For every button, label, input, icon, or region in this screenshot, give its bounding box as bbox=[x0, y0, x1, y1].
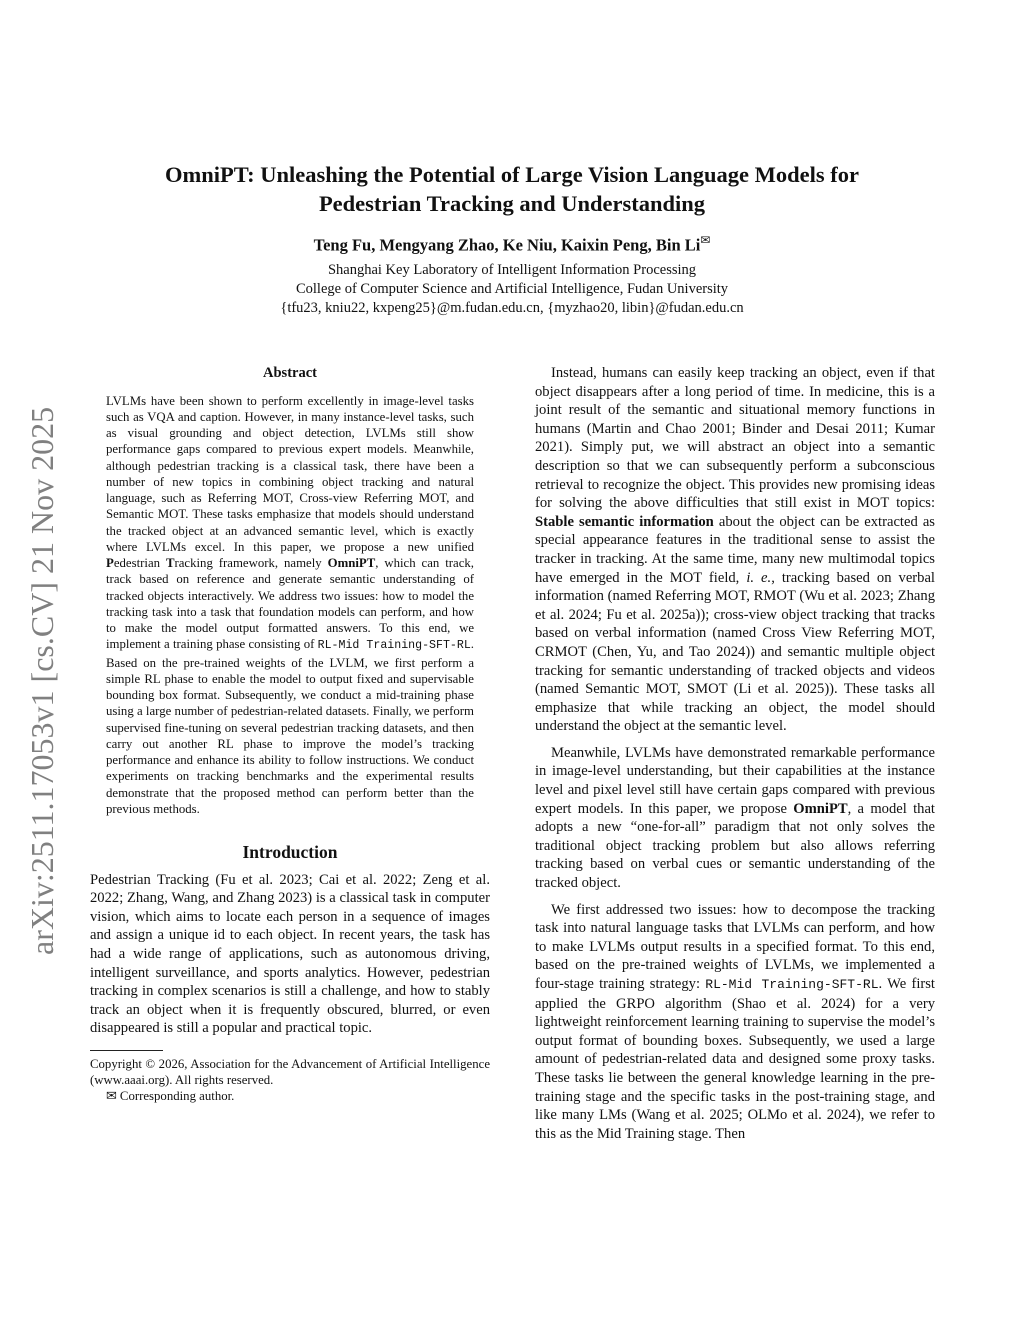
footnote-corresponding: ✉ Corresponding author. bbox=[106, 1089, 235, 1104]
title-line-1: OmniPT: Unleashing the Potential of Large Vision Language Models for bbox=[165, 162, 859, 187]
abstract-heading: Abstract bbox=[263, 365, 317, 381]
right-p3-text-b: . We first applied the GRPO algorithm (Shao et al. 2024) for a very lightweight reinforcement learning training to supervise the model’s output format of bounding boxes. Subsequently, we used a large amount of pedestrian-related data and designed some proxy tasks. These tasks lie between the general knowledge learning in the pre-training stage and the specific tasks in the post-training stage, and like many LMs (Wang et al. 2025; OLMo et al. 2024), we refer to this as the Mid Training stage. Then bbox=[535, 976, 935, 1142]
abstract-model-name: OmniPT bbox=[327, 556, 376, 571]
right-paragraph-3 bbox=[535, 901, 935, 1144]
right-paragraph-2 bbox=[535, 744, 935, 893]
abstract-text-5: . Based on the pre-trained weights of the LVLM, we first perform a simple RL phase to enable the model to output fixed and supervisable bounding box format. Subsequently, we conduct a mid-training phase using a large number of pedestrian-related datasets. Finally, we perform supervised fine-tuning on several pedestrian tracking datasets, and then carry out another RL phase to improve the model’s tracking performance and enhance its ability to follow instructions. We conduct experiments on tracking benchmarks and the experimental results demonstrate that the proposed method can perform better than the previous methods. bbox=[106, 637, 474, 816]
affiliation-lab: Shanghai Key Laboratory of Intelligent Information Processing bbox=[327, 262, 697, 278]
affiliation-college: College of Computer Science and Artificial Intelligence, Fudan University bbox=[295, 281, 729, 297]
abstract-text-1: LVLMs have been shown to perform excellently in image-level tasks such as VQA and caption. However, in many instance-level tasks, such as visual grounding and object detection, LVLMs still show performance gaps compared to previous expert models. Meanwhile, although pedestrian tracking is a classical task, there have been a number of new topics in combining object tracking and natural language, such as Referring MOT, Cross-view Referring MOT, and Semantic MOT. These tasks emphasize that models should understand the tracked object at an advanced semantic level, which is exactly where LVLMs excel. In this paper, we propose a new unified bbox=[106, 393, 474, 554]
introduction-heading: Introduction bbox=[242, 842, 338, 863]
authors-text: Teng Fu, Mengyang Zhao, Ke Niu, Kaixin Peng, Bin Li bbox=[313, 235, 701, 255]
abstract-text-4: , which can track, track based on reference and generate semantic understanding of tracked objects interactively. We address two issues: how to model the tracking task into a task that foundation models can perform, and how to make the model output formatted answers. To this end, we implement a training phase consisting of bbox=[106, 556, 474, 652]
right-p3-mono: RL-Mid Training-SFT-RL bbox=[705, 977, 879, 992]
right-p1-italic: i. e. bbox=[746, 569, 772, 586]
right-p1-text-c: , tracking based on verbal information (named Referring MOT, RMOT (Wu et al. 2023; Zhang et al. 2024; Fu et al. 2025a)); cross-view object tracking that tracks based on verbal information (named Cross View Referring MOT, CRMOT (Chen, Yu, and Tao 2024)) and semantic multiple object tracking for semantic understanding of tracked objects and videos (named Semantic MOT, SMOT (Li et al. 2025)). These tasks all emphasize that while tracking an object, the model should understand the object at the semantic level. bbox=[535, 569, 935, 735]
author-emails: {tfu23, kniu22, kxpeng25}@m.fudan.edu.cn, {myzhao20, libin}@fudan.edu.cn bbox=[280, 300, 744, 316]
right-p2-text-b: , a model that adopts a new “one-for-all” paradigm that not only solves the traditional object tracking problem but also allows referring tracking based on verbal cues or semantic understanding of the tracked object. bbox=[535, 800, 935, 892]
footnote-copyright: Copyright © 2026, Association for the Advancement of Artificial Intelligence (www.aaai.org). All rights reserved. bbox=[90, 1057, 490, 1088]
right-column bbox=[535, 364, 935, 1143]
affiliations bbox=[90, 261, 934, 318]
corresponding-envelope-icon: ✉ bbox=[700, 233, 711, 247]
abstract-body bbox=[90, 393, 490, 818]
abstract-text-3: racking framework, namely bbox=[174, 556, 328, 571]
right-p1-text-a: Instead, humans can easily keep tracking an object, even if that object disappears after a long period of time. In medicine, this is a joint result of the semantic and situational memory functions in humans (Martin and Chao 2001; Binder and Desai 2011; Kumar 2021). Simply put, we will abstract an object into a semantic description so that we can subsequently perform a subconscious retrieval to recognize the object. This provides new promising ideas for solving the above difficulties that still exist in MOT topics: bbox=[535, 365, 935, 512]
right-p2-text-a: Meanwhile, LVLMs have demonstrated remarkable performance in image-level understanding, but their capabilities at the instance level and pixel level still have certain gaps compared with previous expert models. In this paper, we propose bbox=[535, 744, 935, 817]
right-p1-text-b: about the object can be extracted as special appearance features in the traditional sense to assist the tracker in tracking. At the same time, many new multimodal topics have emerged in the MOT field, bbox=[535, 513, 935, 586]
author-list bbox=[90, 233, 934, 256]
right-p3-text-a: We first addressed two issues: how to decompose the tracking task into natural language tasks that LVLMs can perform, and how to make LVLMs output results in a specified format. To this end, based on the pre-trained weights of LVLMs, we implemented a four-stage training strategy: bbox=[535, 901, 935, 992]
abstract-text-2: edestrian bbox=[113, 556, 166, 571]
title-line-2: Pedestrian Tracking and Understanding bbox=[318, 191, 706, 216]
left-column bbox=[90, 364, 490, 1104]
footnote-rule bbox=[90, 1050, 163, 1051]
intro-paragraph-1: Pedestrian Tracking (Fu et al. 2023; Cai et al. 2022; Zeng et al. 2022; Zhang, Wang, and Zhang 2023) is a classical task in computer vision, which aims to locate each person in a sequence of images and assign a unique id to each object. In recent years, the task has had a wide range of applications, such as autonomous driving, intelligent surveillance, and sports analytics. However, pedestrian tracking in complex scenarios is still a challenge, and how to stably track an object when it is frequently obscured, blurred, or even disappeared is still a popular and practical topic. bbox=[90, 871, 490, 1037]
right-paragraph-1 bbox=[535, 364, 935, 736]
abstract-training-phase: RL-Mid Training-SFT-RL bbox=[317, 639, 471, 653]
abstract-bold-t: T bbox=[165, 556, 175, 571]
arxiv-identifier: arXiv:2511.17053v1 [cs.CV] 21 Nov 2025 bbox=[24, 406, 60, 955]
right-p1-bold: Stable semantic information bbox=[535, 513, 714, 530]
paper-title bbox=[90, 160, 934, 218]
right-p2-bold: OmniPT bbox=[793, 800, 848, 817]
abstract-bold-p: P bbox=[106, 556, 114, 571]
